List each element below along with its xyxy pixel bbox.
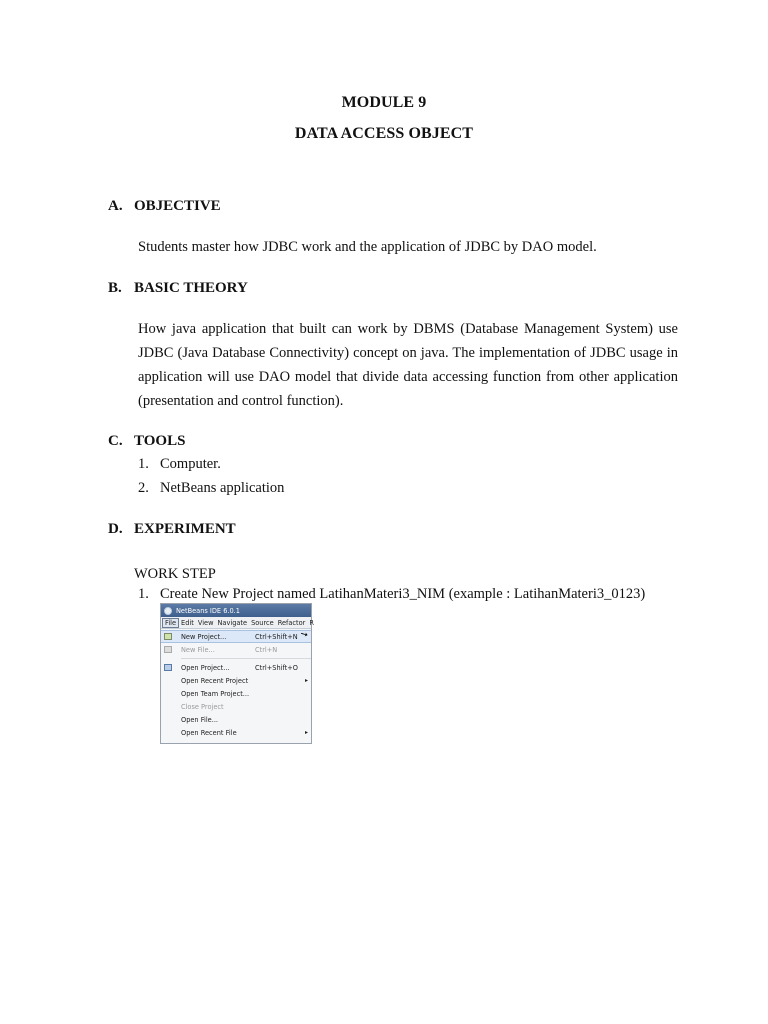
section-title: OBJECTIVE [134,198,221,214]
file-menu [161,629,311,739]
list-text: Create New Project named LatihanMateri3_NIM (example : LatihanMateri3_0123) [160,586,646,602]
mouse-pointer-icon: ➘ [299,628,311,642]
basic-theory-text: How java application that built can work by DBMS (Database Management System) use JDBC (Java Database Connectivity) concept on java. The implementation of JDBC usage in application will use DAO model that divide data accessing function from other application (presentation and control function). [138,321,678,409]
section-a-heading [108,198,221,215]
menubar [161,617,314,629]
netbeans-titlebar [161,604,311,617]
netbeans-screenshot [160,603,312,744]
menu-item-label: New Project... [181,632,227,641]
submenu-arrow-icon: ▸ [304,677,308,684]
module-subtitle: DATA ACCESS OBJECT [294,125,474,142]
window-title: NetBeans IDE 6.0.1 [176,606,240,615]
menu-file[interactable]: File [162,618,179,628]
menu-item-label: Open Recent File [181,728,237,737]
new-project-icon [164,633,172,640]
section-title: BASIC THEORY [134,280,248,296]
netbeans-logo-icon [164,607,172,615]
menu-run[interactable]: R [309,618,314,627]
new-file-icon [164,646,172,653]
tools-item [138,456,221,473]
menu-item-label: New File... [181,645,215,654]
submenu-arrow-icon: ▸ [304,729,308,736]
menu-item-new-project[interactable] [161,630,311,643]
section-letter: A. [108,198,123,214]
section-letter: C. [108,433,123,449]
menu-separator [181,658,311,659]
menu-item-label: Open Recent Project [181,676,249,685]
experiment-step [138,586,645,603]
section-c-heading [108,433,185,450]
menu-source[interactable]: Source [251,618,274,627]
section-title: TOOLS [134,433,186,449]
section-letter: D. [108,521,123,537]
menu-item-open-project[interactable] [161,661,311,674]
menu-item-close-project[interactable] [161,700,311,713]
work-step-label: WORK STEP [134,566,216,582]
menu-edit[interactable]: Edit [181,618,194,627]
section-b-heading [108,280,248,297]
menu-item-new-file[interactable] [161,643,311,656]
list-number: 2. [138,480,149,496]
menu-item-open-team-project[interactable] [161,687,311,700]
menu-item-shortcut: Ctrl+Shift+N [255,632,298,641]
module-title: MODULE 9 [341,94,427,111]
section-d-heading [108,521,236,538]
list-text: Computer. [160,456,221,472]
menu-refactor[interactable]: Refactor [277,618,306,627]
objective-text: Students master how JDBC work and the application of JDBC by DAO model. [138,239,597,255]
menu-view[interactable]: View [197,618,214,627]
menu-item-open-file[interactable] [161,713,311,726]
section-letter: B. [108,280,122,296]
menu-navigate[interactable]: Navigate [217,618,248,627]
menu-item-open-recent-project[interactable] [161,674,311,687]
menu-item-label: Open Team Project... [181,689,250,698]
open-project-icon [164,664,172,671]
tools-item [138,480,284,497]
menu-item-label: Open Project... [181,663,230,672]
list-number: 1. [138,456,149,472]
menu-item-shortcut: Ctrl+Shift+O [255,663,298,672]
menu-item-shortcut: Ctrl+N [255,645,278,654]
menu-item-label: Close Project [181,702,224,711]
list-text: NetBeans application [160,480,285,496]
section-title: EXPERIMENT [134,521,236,537]
menu-item-open-recent-file[interactable] [161,726,311,739]
list-number: 1. [138,586,149,602]
menu-item-label: Open File... [181,715,219,724]
